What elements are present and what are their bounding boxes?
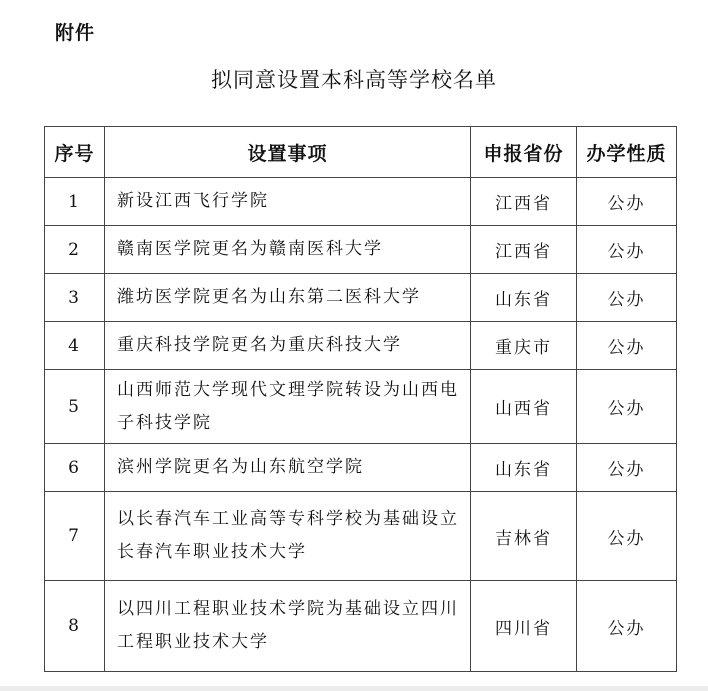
row-nature: 公办 [577,581,677,672]
row-province: 山东省 [471,274,577,322]
row-item: 以四川工程职业技术学院为基础设立四川工程职业技术大学 [105,581,471,672]
page-bottom-edge [0,686,708,691]
attachment-label: 附件 [55,22,96,44]
document-title: 拟同意设置本科高等学校名单 [211,68,497,92]
header-serial-number: 序号 [45,127,105,178]
header-item: 设置事项 [105,127,471,178]
row-nature: 公办 [577,492,677,581]
row-item: 山西师范大学现代文理学院转设为山西电子科技学院 [105,370,471,444]
row-number: 4 [45,322,105,370]
row-number: 6 [45,444,105,492]
row-nature: 公办 [577,178,677,226]
row-item: 以长春汽车工业高等专科学校为基础设立长春汽车职业技术大学 [105,492,471,581]
table-row [45,178,677,226]
row-item: 新设江西飞行学院 [105,178,471,226]
row-number: 5 [45,370,105,444]
row-province: 山西省 [471,370,577,444]
row-item: 滨州学院更名为山东航空学院 [105,444,471,492]
table-header-row [45,127,677,178]
row-number: 8 [45,581,105,672]
header-province: 申报省份 [471,127,577,178]
row-number: 2 [45,226,105,274]
row-item: 潍坊医学院更名为山东第二医科大学 [105,274,471,322]
row-number: 1 [45,178,105,226]
row-province: 四川省 [471,581,577,672]
row-province: 吉林省 [471,492,577,581]
row-province: 江西省 [471,226,577,274]
table-row [45,274,677,322]
table-row [45,226,677,274]
table-row [45,444,677,492]
row-province: 山东省 [471,444,577,492]
row-nature: 公办 [577,226,677,274]
row-province: 重庆市 [471,322,577,370]
row-item: 赣南医学院更名为赣南医科大学 [105,226,471,274]
table-row [45,581,677,672]
header-nature: 办学性质 [577,127,677,178]
row-province: 江西省 [471,178,577,226]
row-item: 重庆科技学院更名为重庆科技大学 [105,322,471,370]
table-row [45,370,677,444]
row-nature: 公办 [577,444,677,492]
row-number: 7 [45,492,105,581]
table-row [45,322,677,370]
row-number: 3 [45,274,105,322]
row-nature: 公办 [577,370,677,444]
table-row [45,492,677,581]
row-nature: 公办 [577,322,677,370]
row-nature: 公办 [577,274,677,322]
institution-table [44,126,677,672]
